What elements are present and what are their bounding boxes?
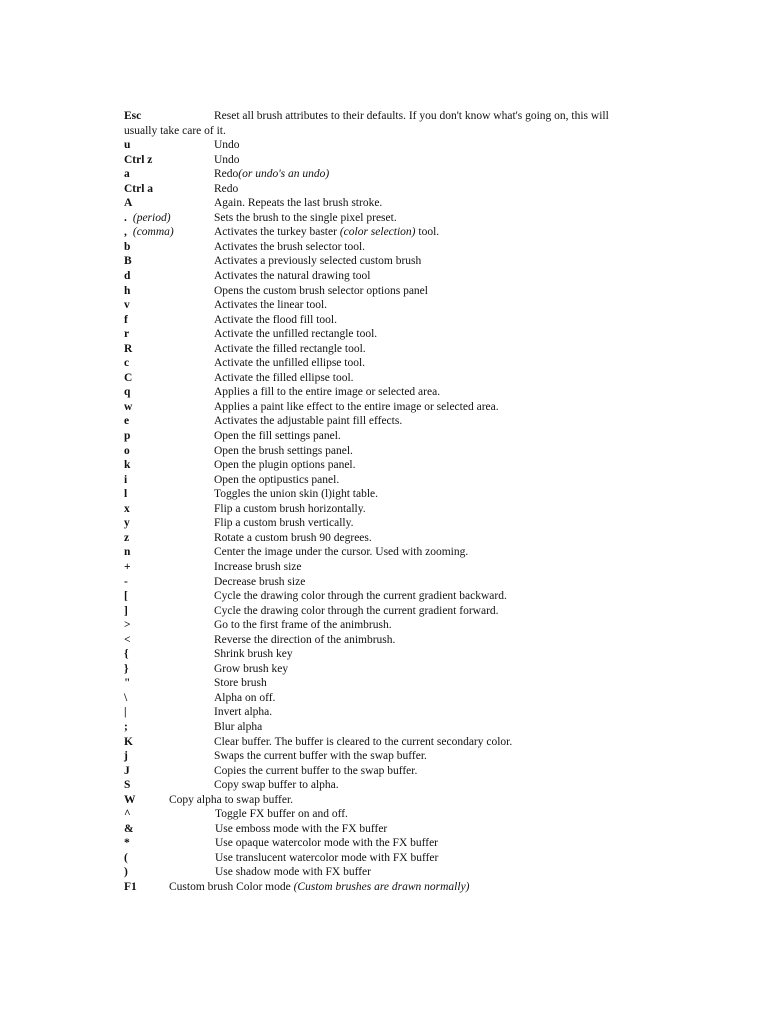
shortcut-key-text: | (124, 706, 127, 719)
shortcut-description (214, 604, 499, 619)
shortcut-row (124, 822, 664, 837)
shortcut-key-text: j (124, 750, 128, 763)
shortcut-description-text: Blur alpha (214, 720, 263, 733)
shortcut-description (214, 400, 499, 415)
shortcut-description (214, 778, 339, 793)
shortcut-description-text: Activates the turkey baster (214, 226, 340, 239)
shortcut-key (124, 211, 171, 226)
shortcut-row (124, 385, 664, 400)
shortcut-description-text: Go to the first frame of the animbrush. (214, 619, 392, 632)
shortcut-key (124, 284, 130, 299)
shortcut-description (214, 414, 402, 429)
shortcut-description (214, 560, 302, 575)
shortcut-key-text: a (124, 168, 130, 181)
shortcut-description (214, 138, 240, 153)
shortcut-description (214, 153, 240, 168)
shortcut-description-text: Flip a custom brush horizontally. (214, 502, 366, 515)
shortcut-description-text: Clear buffer. The buffer is cleared to the current secondary color. (214, 735, 513, 748)
shortcut-row (124, 851, 664, 866)
shortcut-description-text: Open the optipustics panel. (214, 473, 340, 486)
shortcut-row (124, 618, 664, 633)
shortcut-description-text: Redo (214, 182, 239, 195)
shortcut-key (124, 400, 132, 415)
shortcut-key (124, 429, 130, 444)
shortcut-description (214, 240, 365, 255)
shortcut-key (124, 633, 131, 648)
shortcut-description-text: Use emboss mode with the FX buffer (215, 822, 388, 835)
shortcut-key (124, 371, 132, 386)
shortcut-key-text: W (124, 793, 136, 806)
shortcut-description (215, 851, 438, 866)
shortcut-key (124, 778, 130, 793)
shortcut-key-text: K (124, 735, 133, 748)
shortcut-key-text: o (124, 444, 130, 457)
shortcut-description-text: Redo (214, 168, 239, 181)
shortcut-key (124, 865, 128, 880)
shortcut-key-text: F1 (124, 880, 137, 893)
shortcut-key (124, 720, 128, 735)
shortcut-row (124, 182, 664, 197)
shortcut-description-text: Increase brush size (214, 560, 302, 573)
shortcut-description (214, 705, 272, 720)
shortcut-description-continuation: usually take care of it. (124, 124, 226, 137)
shortcut-description (214, 167, 329, 182)
shortcut-row (124, 764, 664, 779)
shortcut-key-text: [ (124, 590, 128, 603)
shortcut-description (214, 487, 378, 502)
shortcut-key (124, 138, 130, 153)
shortcut-key (124, 196, 132, 211)
shortcut-description (215, 865, 371, 880)
shortcut-description (214, 211, 397, 226)
shortcut-description (214, 254, 421, 269)
shortcut-description-text: Use opaque watercolor mode with the FX buffer (215, 837, 439, 850)
shortcut-key (124, 589, 128, 604)
shortcut-key-text: \ (124, 691, 128, 704)
shortcut-key (124, 749, 128, 764)
shortcut-key (124, 575, 128, 590)
shortcut-row (124, 254, 664, 269)
shortcut-row (124, 298, 664, 313)
shortcut-row (124, 735, 664, 750)
shortcut-description-text: Applies a fill to the entire image or selected area. (214, 386, 441, 399)
shortcut-key (124, 647, 129, 662)
shortcut-key-text: C (124, 371, 133, 384)
shortcut-description-text: Activate the unfilled rectangle tool. (214, 328, 378, 341)
shortcut-key (124, 327, 129, 342)
shortcut-row-continuation (124, 124, 664, 139)
shortcut-description (215, 822, 387, 837)
shortcut-key-text: l (124, 488, 128, 501)
shortcut-description-text: Open the brush settings panel. (214, 444, 353, 457)
shortcut-key-text: f (124, 313, 128, 326)
shortcut-description (214, 764, 417, 779)
shortcut-description (214, 356, 365, 371)
shortcut-key-text: c (124, 357, 130, 370)
shortcut-key-text: R (124, 342, 133, 355)
shortcut-description (214, 458, 356, 473)
shortcut-key (124, 545, 130, 560)
shortcut-key-text: ) (124, 866, 128, 879)
shortcut-row (124, 589, 664, 604)
shortcut-description-text: Use translucent watercolor mode with FX buffer (215, 851, 439, 864)
shortcut-key (124, 793, 136, 808)
shortcut-description (214, 589, 507, 604)
shortcut-description (214, 735, 512, 750)
shortcut-key (124, 516, 130, 531)
shortcut-description-text: Activates the linear tool. (214, 299, 328, 312)
shortcut-description-text: Activate the filled ellipse tool. (214, 371, 354, 384)
shortcut-key (124, 836, 130, 851)
shortcut-key-text: < (124, 633, 131, 646)
shortcut-key (124, 414, 129, 429)
shortcut-key-text: v (124, 299, 130, 312)
shortcut-key-note: (period) (132, 211, 171, 224)
shortcut-description-text: Activate the flood fill tool. (214, 313, 337, 326)
shortcut-description (214, 720, 262, 735)
shortcut-key-text: & (124, 822, 134, 835)
shortcut-row (124, 865, 664, 880)
shortcut-key-text: . (124, 211, 127, 224)
shortcut-description-text: Copies the current buffer to the swap buffer. (214, 764, 418, 777)
shortcut-row (124, 225, 664, 240)
shortcut-description-text: Shrink brush key (214, 648, 293, 661)
shortcut-key-note: (comma) (132, 226, 174, 239)
shortcut-row (124, 240, 664, 255)
shortcut-key-text: { (124, 648, 129, 661)
shortcut-description-text: Flip a custom brush vertically. (214, 517, 354, 530)
shortcut-key (124, 880, 137, 895)
shortcut-row (124, 414, 664, 429)
shortcut-description (214, 633, 395, 648)
shortcut-key-text: S (124, 779, 131, 792)
shortcut-key (124, 735, 133, 750)
shortcut-key (124, 356, 129, 371)
shortcut-description (169, 793, 293, 808)
shortcut-description (214, 298, 327, 313)
shortcut-description-text: Activate the filled rectangle tool. (214, 342, 366, 355)
shortcut-key-text: e (124, 415, 130, 428)
shortcut-key-text: b (124, 240, 131, 253)
shortcut-description-text: Activates the natural drawing tool (214, 270, 371, 283)
shortcut-row (124, 502, 664, 517)
shortcut-key (124, 153, 152, 168)
shortcut-row (124, 458, 664, 473)
shortcut-row (124, 836, 664, 851)
shortcut-description (169, 880, 470, 895)
shortcut-row (124, 633, 664, 648)
shortcut-key-text: ; (124, 720, 128, 733)
shortcut-description-text: Activates the adjustable paint fill effects. (214, 415, 403, 428)
shortcut-description (214, 662, 288, 677)
shortcut-description-text: Copy alpha to swap buffer. (169, 793, 294, 806)
shortcut-description-text: Toggles the union skin (l)ight table. (214, 488, 379, 501)
shortcut-row (124, 153, 664, 168)
shortcut-description-italic: (Custom brushes are drawn normally) (293, 880, 470, 893)
shortcut-key-text: x (124, 502, 130, 515)
shortcut-row (124, 400, 664, 415)
shortcut-key (124, 502, 130, 517)
shortcut-key-text: k (124, 459, 131, 472)
shortcut-key (124, 531, 129, 546)
shortcut-key (124, 385, 130, 400)
shortcut-key-text: i (124, 473, 128, 486)
shortcut-row (124, 196, 664, 211)
shortcut-description (214, 225, 439, 240)
shortcut-key (124, 487, 127, 502)
shortcut-description-text: Sets the brush to the single pixel preset. (214, 211, 397, 224)
shortcut-description (215, 836, 438, 851)
shortcut-description-text: Activates a previously selected custom brush (214, 255, 422, 268)
shortcut-row (124, 880, 664, 895)
shortcut-description-text: Activates the brush selector tool. (214, 240, 366, 253)
shortcut-key-text: n (124, 546, 131, 559)
shortcut-description (214, 575, 305, 590)
shortcut-description-italic: (or undo's an undo) (238, 168, 330, 181)
shortcut-key-text: > (124, 619, 131, 632)
shortcut-key-text: " (124, 677, 131, 690)
shortcut-row (124, 778, 664, 793)
shortcut-description (214, 647, 293, 662)
shortcut-description-text: Swaps the current buffer with the swap buffer. (214, 750, 427, 763)
shortcut-description (214, 327, 377, 342)
shortcut-key (124, 764, 130, 779)
shortcut-description-text: Open the fill settings panel. (214, 430, 341, 443)
shortcut-key (124, 269, 130, 284)
shortcut-row (124, 647, 664, 662)
shortcut-description (215, 807, 348, 822)
shortcut-key (124, 298, 130, 313)
shortcut-key (124, 342, 132, 357)
shortcut-description-text: Reverse the direction of the animbrush. (214, 633, 396, 646)
shortcut-row (124, 342, 664, 357)
shortcut-key (124, 225, 174, 240)
shortcut-description-text: Center the image under the cursor. Used with zooming. (214, 546, 469, 559)
shortcut-description-text: Toggle FX buffer on and off. (215, 808, 348, 821)
shortcut-description (214, 182, 238, 197)
shortcut-description-text: Reset all brush attributes to their defaults. If you don't know what's going on, this will (214, 110, 609, 122)
shortcut-key-text: B (124, 255, 132, 268)
shortcut-key-text: } (124, 662, 129, 675)
shortcut-key (124, 705, 127, 720)
shortcut-key (124, 254, 132, 269)
shortcut-key-text: Ctrl a (124, 182, 154, 195)
shortcut-row (124, 284, 664, 299)
shortcut-row (124, 691, 664, 706)
shortcut-description (214, 473, 339, 488)
shortcut-row (124, 167, 664, 182)
shortcut-row (124, 487, 664, 502)
shortcut-key-text: w (124, 400, 133, 413)
shortcut-key (124, 458, 130, 473)
shortcut-description (214, 196, 382, 211)
shortcut-description (214, 313, 337, 328)
shortcut-description (214, 749, 427, 764)
shortcut-row (124, 371, 664, 386)
shortcut-description (214, 385, 440, 400)
shortcut-description (214, 502, 366, 517)
shortcut-description-text: Custom brush Color mode (169, 880, 294, 893)
shortcut-row (124, 662, 664, 677)
shortcut-key (124, 473, 127, 488)
shortcut-description-text: Copy swap buffer to alpha. (214, 779, 339, 792)
shortcut-row (124, 720, 664, 735)
shortcut-key-text: z (124, 531, 130, 544)
shortcut-description-text: Activate the unfilled ellipse tool. (214, 357, 366, 370)
shortcut-description (214, 545, 468, 560)
shortcut-description (214, 284, 428, 299)
shortcut-description-after: tool. (415, 226, 440, 239)
shortcut-description-text: Cycle the drawing color through the current gradient backward. (214, 590, 507, 603)
shortcut-description-text: Grow brush key (214, 662, 289, 675)
shortcut-row (124, 793, 664, 808)
shortcut-key-text: y (124, 517, 130, 530)
shortcut-key-text: d (124, 270, 131, 283)
shortcut-key (124, 167, 130, 182)
shortcut-description-text: Decrease brush size (214, 575, 306, 588)
shortcut-key (124, 676, 130, 691)
shortcut-key-text: h (124, 284, 131, 297)
shortcut-description-text: Undo (214, 139, 240, 152)
shortcut-description-text: Alpha on off. (214, 691, 276, 704)
shortcut-description-text: Opens the custom brush selector options panel (214, 284, 428, 297)
shortcut-key (124, 662, 129, 677)
shortcut-key (124, 691, 127, 706)
shortcut-key-text: Ctrl z (124, 153, 153, 166)
shortcut-description-text: Rotate a custom brush 90 degrees. (214, 531, 372, 544)
shortcut-key-text: u (124, 139, 131, 152)
shortcut-description-text: Cycle the drawing color through the current gradient forward. (214, 604, 499, 617)
shortcut-key (124, 560, 131, 575)
shortcut-description-text: Applies a paint like effect to the entire image or selected area. (214, 400, 499, 413)
shortcut-key-text: r (124, 328, 130, 341)
shortcut-key-text: p (124, 430, 131, 443)
shortcut-description (214, 676, 267, 691)
shortcut-description-text: Undo (214, 153, 240, 166)
shortcut-row (124, 676, 664, 691)
shortcut-description (214, 516, 353, 531)
shortcut-row (124, 313, 664, 328)
shortcut-description (214, 371, 354, 386)
shortcut-row (124, 560, 664, 575)
shortcut-key (124, 618, 131, 633)
shortcut-row (124, 604, 664, 619)
shortcut-key (124, 604, 128, 619)
shortcut-key-text: ] (124, 604, 128, 617)
shortcut-row (124, 327, 664, 342)
shortcut-description-text: Use shadow mode with FX buffer (215, 866, 371, 879)
shortcut-key (124, 822, 134, 837)
shortcut-description (214, 109, 609, 124)
shortcut-description-italic: (color selection) (339, 226, 416, 239)
shortcut-description (214, 444, 353, 459)
shortcut-row (124, 749, 664, 764)
shortcut-key (124, 240, 130, 255)
shortcut-key-text: q (124, 386, 131, 399)
shortcut-row (124, 138, 664, 153)
shortcut-row (124, 109, 664, 124)
shortcut-key (124, 109, 141, 124)
shortcut-key (124, 182, 153, 197)
shortcut-description (214, 269, 370, 284)
shortcut-row (124, 807, 664, 822)
shortcut-row (124, 705, 664, 720)
shortcut-description (214, 531, 372, 546)
shortcut-row (124, 516, 664, 531)
shortcut-key (124, 313, 128, 328)
shortcut-description-text: Invert alpha. (214, 706, 273, 719)
shortcut-description-text: Store brush (214, 677, 267, 690)
shortcut-key-text: - (124, 575, 128, 588)
shortcut-description-text: Again. Repeats the last brush stroke. (214, 197, 383, 210)
shortcut-key (124, 444, 130, 459)
shortcut-row (124, 473, 664, 488)
shortcut-row (124, 444, 664, 459)
shortcut-row (124, 545, 664, 560)
shortcut-key-text: ( (124, 851, 128, 864)
shortcut-row (124, 356, 664, 371)
shortcut-key-text: ^ (124, 808, 131, 821)
shortcut-description (214, 691, 275, 706)
shortcut-key-text: * (124, 837, 130, 850)
shortcut-key (124, 807, 131, 822)
shortcut-row (124, 575, 664, 590)
shortcut-key-text: J (124, 764, 130, 777)
shortcut-key-text: , (124, 226, 127, 239)
shortcut-description (214, 342, 366, 357)
shortcut-key-text: + (124, 560, 131, 573)
shortcut-row (124, 429, 664, 444)
shortcut-description (214, 429, 341, 444)
shortcut-key (124, 851, 128, 866)
shortcut-row (124, 269, 664, 284)
shortcut-description-text: Open the plugin options panel. (214, 459, 356, 472)
shortcut-list (124, 109, 664, 895)
shortcut-row (124, 211, 664, 226)
shortcut-key-text: A (124, 197, 133, 210)
shortcut-description (214, 618, 392, 633)
shortcut-row (124, 531, 664, 546)
shortcut-key-text: Esc (124, 110, 142, 122)
